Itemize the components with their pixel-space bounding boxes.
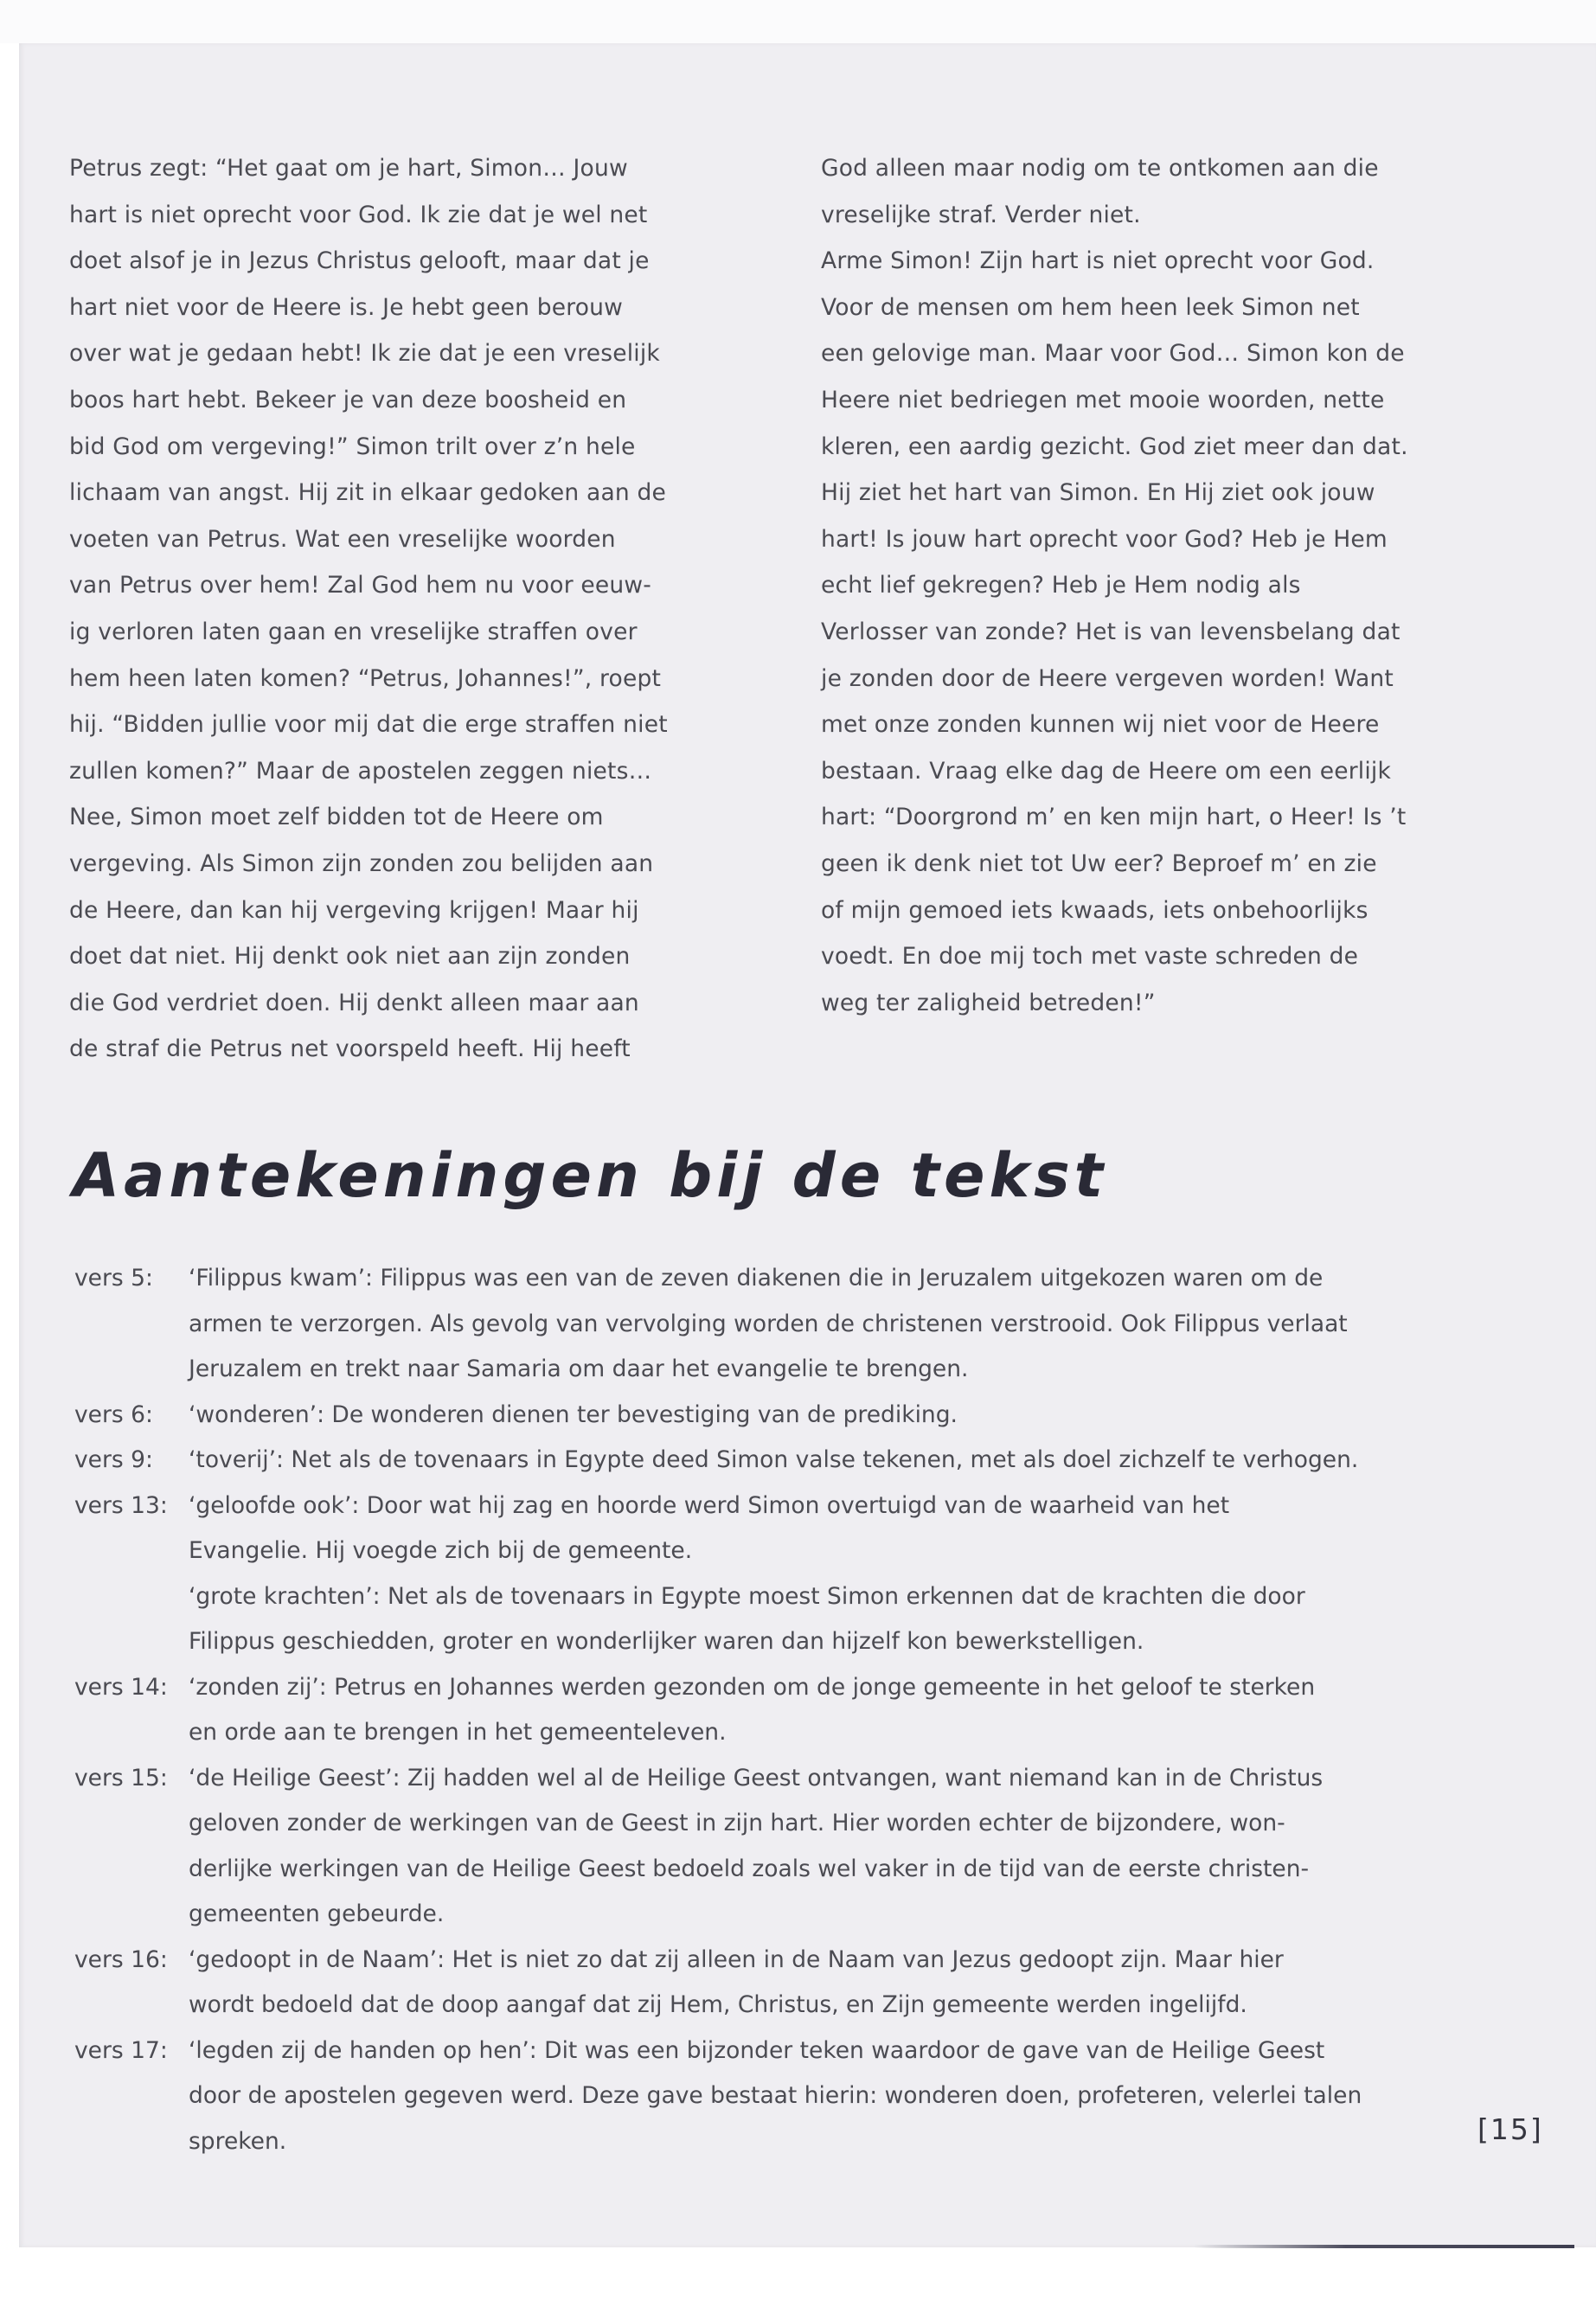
note-text: en orde aan te brengen in het gemeenteleven. (189, 1719, 727, 1746)
story-line: doet alsof je in Jezus Christus gelooft, maar dat je (69, 247, 650, 275)
note-line (74, 1393, 1458, 1439)
story-line: hart is niet oprecht voor God. Ik zie dat je wel net (69, 201, 648, 228)
story-line: boos hart hebt. Bekeer je van deze boosheid en (69, 386, 627, 413)
note-line (74, 1801, 1458, 1847)
verse-label: vers 14: (74, 1673, 168, 1701)
verse-label: vers 6: (74, 1400, 153, 1428)
story-line: hart niet voor de Heere is. Je hebt geen berouw (69, 293, 624, 321)
verse-label (74, 1302, 189, 1348)
story-line: bestaan. Vraag elke dag de Heere om een eerlijk (821, 757, 1392, 785)
note-line (74, 1619, 1458, 1665)
note-line (74, 1756, 1458, 1802)
verse-label (74, 1619, 189, 1665)
notes-heading: Aantekeningen bij de tekst (73, 1140, 1108, 1211)
verse-label (74, 1801, 189, 1847)
verse-label: vers 5: (74, 1265, 153, 1292)
note-text: ‘gedoopt in de Naam’: Het is niet zo dat zij alleen in de Naam van Jezus gedoopt zijn. Maar hier (189, 1945, 1284, 1973)
story-line: Petrus zegt: “Het gaat om je hart, Simon… Jouw (69, 155, 628, 182)
story-line: of mijn gemoed iets kwaads, iets onbehoorlijks (821, 896, 1368, 924)
story-line: doet dat niet. Hij denkt ook niet aan zijn zonden (69, 943, 631, 971)
story-line: de Heere, dan kan hij vergeving krijgen! Maar hij (69, 896, 639, 924)
story-line: over wat je gedaan hebt! Ik zie dat je een vreselijk (69, 340, 660, 368)
note-line (74, 1438, 1458, 1484)
note-line (74, 1256, 1458, 1302)
verse-label (74, 2119, 189, 2165)
verse-label: vers 15: (74, 1764, 168, 1791)
note-text: derlijke werkingen van de Heilige Geest bedoeld zoals wel vaker in de tijd van de eerste christen- (189, 1855, 1310, 1882)
story-line: Hij ziet het hart van Simon. En Hij ziet ook jouw (821, 479, 1375, 507)
note-line (74, 1847, 1458, 1893)
story-line: hart: “Doorgrond m’ en ken mijn hart, o Heer! Is ’t (821, 804, 1407, 831)
note-text: geloven zonder de werkingen van de Geest in zijn hart. Hier worden echter de bijzondere, won- (189, 1810, 1285, 1836)
story-line: vreselijke straf. Verder niet. (821, 201, 1141, 228)
verse-label (74, 2073, 189, 2119)
story-line: een gelovige man. Maar voor God… Simon kon de (821, 340, 1405, 368)
story-line: Heere niet bedriegen met mooie woorden, nette (821, 386, 1385, 413)
page-edge-shadow (1194, 2245, 1574, 2248)
story-line: hem heen laten komen? “Petrus, Johannes!”, roept (69, 664, 662, 692)
scan-background (0, 0, 1596, 43)
story-line: met onze zonden kunnen wij niet voor de Heere (821, 711, 1380, 739)
note-line (74, 2119, 1458, 2165)
verse-label: vers 13: (74, 1491, 168, 1519)
story-column-right (821, 145, 1478, 1026)
verse-label (74, 1892, 189, 1938)
story-line: je zonden door de Heere vergeven worden! Want (821, 664, 1394, 692)
story-line: de straf die Petrus net voorspeld heeft. Hij heeft (69, 1035, 631, 1063)
note-line (74, 1983, 1458, 2029)
note-text: ‘grote krachten’: Net als de tovenaars in Egypte moest Simon erkennen dat de krachten die door (189, 1582, 1305, 1610)
verse-label: vers 16: (74, 1945, 168, 1973)
verse-label (74, 1847, 189, 1893)
note-text: ‘wonderen’: De wonderen dienen ter bevestiging van de prediking. (189, 1400, 958, 1428)
note-line (74, 1938, 1458, 1984)
note-text: ‘de Heilige Geest’: Zij hadden wel al de Heilige Geest ontvangen, want niemand kan in de Christus (189, 1764, 1324, 1791)
note-line (74, 1574, 1458, 1620)
note-line (74, 1892, 1458, 1938)
verse-label (74, 1529, 189, 1574)
note-line (74, 2073, 1458, 2119)
story-line: lichaam van angst. Hij zit in elkaar gedoken aan de (69, 479, 667, 507)
note-text: wordt bedoeld dat de doop aangaf dat zij Hem, Christus, en Zijn gemeente werden ingelijfd. (189, 1991, 1247, 2018)
story-line: ig verloren laten gaan en vreselijke straffen over (69, 618, 638, 645)
story-line: weg ter zaligheid betreden!” (821, 989, 1156, 1016)
story-line: echt lief gekregen? Heb je Hem nodig als (821, 572, 1301, 599)
story-line: hart! Is jouw hart oprecht voor God? Heb je Hem (821, 525, 1388, 553)
verse-label: vers 17: (74, 2036, 168, 2064)
note-text: gemeenten gebeurde. (189, 1900, 445, 1927)
story-line: hij. “Bidden jullie voor mij dat die erge straffen niet (69, 711, 668, 739)
note-text: armen te verzorgen. Als gevolg van vervolging worden de christenen verstrooid. Ook Filippus verlaat (189, 1310, 1348, 1337)
story-column-left (69, 145, 727, 1073)
verse-label (74, 1710, 189, 1756)
story-line: voedt. En doe mij toch met vaste schreden de (821, 943, 1359, 971)
story-line: van Petrus over hem! Zal God hem nu voor eeuw- (69, 572, 652, 599)
story-line: bid God om vergeving!” Simon trilt over z’n hele (69, 433, 636, 460)
story-line: Verlosser van zonde? Het is van levensbelang dat (821, 618, 1401, 645)
note-text: Filippus geschiedden, groter en wonderlijker waren dan hijzelf kon bewerkstelligen. (189, 1628, 1144, 1655)
note-line (74, 1665, 1458, 1711)
story-line: zullen komen?” Maar de apostelen zeggen niets… (69, 757, 652, 785)
story-line: kleren, een aardig gezicht. God ziet meer dan dat. (821, 433, 1408, 460)
story-line: voeten van Petrus. Wat een vreselijke woorden (69, 525, 616, 553)
note-text: door de apostelen gegeven werd. Deze gave bestaat hierin: wonderen doen, profeteren, velerlei talen (189, 2082, 1362, 2109)
verse-label: vers 9: (74, 1446, 153, 1473)
story-line: God alleen maar nodig om te ontkomen aan die (821, 155, 1379, 182)
verse-label (74, 1347, 189, 1393)
note-text: Jeruzalem en trekt naar Samaria om daar het evangelie te brengen. (189, 1356, 969, 1382)
story-line: Arme Simon! Zijn hart is niet oprecht voor God. (821, 247, 1375, 275)
story-line: Nee, Simon moet zelf bidden tot de Heere om (69, 804, 604, 831)
story-line: geen ik denk niet tot Uw eer? Beproef m’ en zie (821, 849, 1377, 877)
note-line (74, 1529, 1458, 1574)
story-line: vergeving. Als Simon zijn zonden zou belijden aan (69, 849, 654, 877)
verse-label (74, 1983, 189, 2029)
story-line: Voor de mensen om hem heen leek Simon net (821, 293, 1360, 321)
note-text: ‘Filippus kwam’: Filippus was een van de zeven diakenen die in Jeruzalem uitgekozen waren om de (189, 1265, 1324, 1292)
story-line: die God verdriet doen. Hij denkt alleen maar aan (69, 989, 639, 1016)
page-number: [15] (1477, 2112, 1543, 2146)
verse-label (74, 1574, 189, 1620)
note-text: Evangelie. Hij voegde zich bij de gemeente. (189, 1537, 693, 1564)
note-line (74, 1710, 1458, 1756)
note-line (74, 1302, 1458, 1348)
note-line (74, 2029, 1458, 2074)
note-text: spreken. (189, 2127, 287, 2155)
note-text: ‘legden zij de handen op hen’: Dit was een bijzonder teken waardoor de gave van de Heilige Geest (189, 2036, 1325, 2064)
note-text: ‘zonden zij’: Petrus en Johannes werden gezonden om de jonge gemeente in het geloof te sterken (189, 1673, 1316, 1701)
note-text: ‘toverij’: Net als de tovenaars in Egypte deed Simon valse tekenen, met als doel zichzelf te verhogen. (189, 1446, 1359, 1473)
notes-list (74, 1256, 1458, 2164)
note-line (74, 1484, 1458, 1529)
note-text: ‘geloofde ook’: Door wat hij zag en hoorde werd Simon overtuigd van de waarheid van het (189, 1491, 1230, 1519)
note-line (74, 1347, 1458, 1393)
